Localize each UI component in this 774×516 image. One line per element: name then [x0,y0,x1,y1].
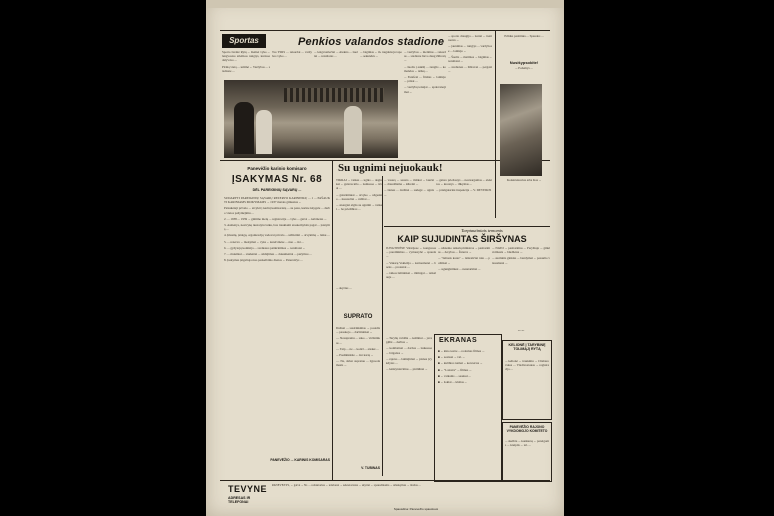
right-top-note: Nusišypsokite! [509,60,539,65]
order-footer: PANEVĖŽIO ... KARINIS KOMISARAS [270,458,330,462]
text-column: Tos TSRS ... rekordai ... varžybos vyko ... [272,50,312,59]
footer-logo: TEVYNE [228,484,268,494]
col3-body: ... Tarybų valdžia ... kolūkiai ... javapjūtė ... derlius ... ... kombainai ... darbas ... laukuose ... brigados ... ... rajono ... laimėjimai ... planas įvykdytas ... ... lenktyniavimas ... pirmūnai ... [386,336,432,372]
text-column: ... varžybos ... metimas ... rekordas ... stadione buvo daug žiūrovų ... ... šuolis į aukštį ... rungtis ... komandos ... taškų ... ... Estafetė ... finišas ... laimėjo ... prizai ... ... varžybų teisėjai ... apdovanojimai ... [404,50,446,94]
feature-col: ... vasarą ... sausra ... miškai ... laužai ... draudžiama ... kūrenti ... ... šienas ... daržinė ... sudegė ... ugnis ... [384,178,434,197]
photo-figure [234,102,254,154]
right-top-text: Prūdus pasitinka ... Spaudos ... [504,34,544,38]
order-title: ĮSAKYMAS Nr. 68 [231,174,323,185]
stadium-photo [224,80,398,158]
right-photo [500,84,542,176]
photo-figure [344,106,362,154]
mid-right-headline: KAIP SUJUDINTAS ŠIRŠYNAS [397,234,527,244]
section-logo: Sportas [222,34,266,48]
tape-strip [206,0,564,8]
right-box2-text: ... skelbia ... konkursą ... pareigoms ... kreiptis ... tel. ... [505,439,549,448]
order-body: SUDARYTI PAREIGINIŲ SĄVARŲ REZERVO KARININKŲ ... 1 ... PAŠAUKTI KARINIAMS MOKYMAMS ... 1937 metais gimusius ... Pašauktieji privalo ... atvykti į karinį komisariatą ... su pasu, karine knygele ... darbo vietos pažymėjimu ... 2. ... 1938 ... 1939 ... gimimo metų ... registracija ... vyks ... gatvė ... kabinetas ... 3. Asmenys, neatvykę nustatytu laiku, bus traukiami atsakomybėn pagal ... įstatymą ... 4. Įmonių, įstaigų, organizacijų vadovai privalo ... užtikrinti ... atvykimą ... laiku ... 5. ... rezervo ... mokymai ... vyks ... kareivinėse ... nuo ... iki ... 6. ... gydytojų komisija ... sveikatos patikrinimas ... rezultatai ... 7. ... mokiniai ... studentai ... atidėjimas ... dokumentai ... pažymos ... 8. Įsakymas įsigalioja nuo paskelbimo dienos ... Panevėžys ... [224,196,330,263]
right-top-subtext: ... Požemys ... [515,66,533,70]
rule [384,226,550,227]
feature-col: ... gaisro priežastys ... neatsargumas ... elektros ... krosnys ... rūkymas ... ... priešgaisrinė inspekcija ... V. DEVEIKIS [436,178,492,193]
footer-address: PANEVĖŽYS, ... gatvė ... Nr. ... redaktorius ... telefonai ... sekretoriatas ... skyriai ... spausdinama ... užsakymas ... tiražas ... [272,484,421,487]
rule [495,30,496,218]
text-column: ... lengvaatlečiai ... Alekna ... šuoliai ... rezultatas ... [314,50,358,59]
top-left-text: Sporto šventė Rytų ... šiemet vyko ... lengvosios atletikos rungtys, kuriose dalyvavo ... Pirmą vietą ... užėmė ... Varžybos ... stadione ... [222,50,270,73]
right-box1-title: KELIONĖ Į TARYBINĘ TOLIMĄJĮ RYTĄ [508,343,546,351]
feature-col: TIKRAI ... vaikas ... ugnis ... degtukai ... gaisras kilo ... namuose ... tėvai ... ... gaisrininkai ... atvyko ... užgesino ... nuostoliai ... rubliai ... ... atsargiai elgtis su ugnimi ... vaikai ... be priežiūros ... [336,178,382,212]
text-column: ... sporto draugija ... nariai ... treniruotės ... ... jaunimas ... rungtys ... varžybose ... laimėjo ... ... Šuolis ... metimas ... bėgimas ... rezultatai ... ... stadionas ... žiūrovai ... pergalė ... [448,34,492,74]
mid-byline: ... ... [517,328,525,332]
right-box2 [502,422,552,482]
right-box1-text: ... kelionė ... traukiniu ... Chabarovskas ... Vladivostokas ... registracija ... [505,359,549,372]
photo-figure [256,110,272,154]
footer-logo-sub: ADRESAS IR TELEFONAI [228,496,251,504]
mid-col: ... užsienio reikalų ministras ... pasitarimas ... derybos ... Ženeva ... ... "šaltasis karas" ... laikraščiai rašo ... politikai ... ... sąjungininkai ... nesutarimai ... [438,246,490,271]
right-box1 [502,340,552,420]
mid-col: ... NATO ... pasitarimas ... Paryžiuje ... ginklavimasis ... biudžetas ... ... atominis ginklas ... bandymai ... pasaulio visuomenė ... [492,246,550,265]
col2-top: ... skyrius ... [336,286,352,290]
col2-body: Dažnai ... susirinkimas ... posėdis ... pasakojo ... darbininkai ... — Nesuprantu ... sako ... viršininkas ... — Taip ... ne ... kodėl ... atsakė ... ... Paaiškinkite ... dar kartą ... — Na, dabar supratau ... šypsodamasis ... [336,326,380,368]
mid-col: JUNGTINĖSE Valstijose ... kongresas ... pareiškimas ... vyriausybė ... spauda ... ... Vakarų Vokietija ... kariuomenė ... bazės ... protestai ... ... taikos šalininkai ... mitingai ... reikalauja ... [386,246,436,280]
mid-right-kicker: Tarptautiniais temomis [461,228,503,233]
top-headline: Penkios valandos stadione [298,36,445,48]
footer-imprint: Spausdina: Panevėžio spaustuvė [393,507,439,511]
feature-headline: Su ugnimi nejuokauk! [338,162,443,174]
column2-byline: V. TUBINAS [361,466,380,470]
column2-headline: SUPRATO [343,314,373,320]
ekranas-title: EKRANAS [439,337,478,344]
order-subtitle: DĖL PAREIGINIŲ SĄVARŲ ... [252,188,302,192]
ekranas-list: ■ ... kino teatre ... rodomas filmas ... ■ ... seansai ... val. ... ■ ... kultūros namai ... koncertas ... ■ ... "Laisvės" ... filmas ... ■ ... vaikams ... seansai ... ■ ... šokiai ... klubas ... [438,349,485,385]
rule [220,30,550,31]
rule [332,160,333,480]
photo-crowd [284,88,384,102]
rule [382,176,383,476]
order-kicker: Panevėžio karinio komisaro [247,166,307,171]
ekranas-box [434,334,502,482]
rule [220,480,550,481]
right-box2-title: PANEVĖŽIO RAJONO VYKDOMOJO KOMITETO [506,425,548,433]
text-column: ... bėgimas ... m. nugalėtoju tapo ... sekundės ... [360,50,402,59]
right-photo-caption: Konstruktorius arba Kas ... [506,178,542,182]
newspaper-page [206,0,564,516]
